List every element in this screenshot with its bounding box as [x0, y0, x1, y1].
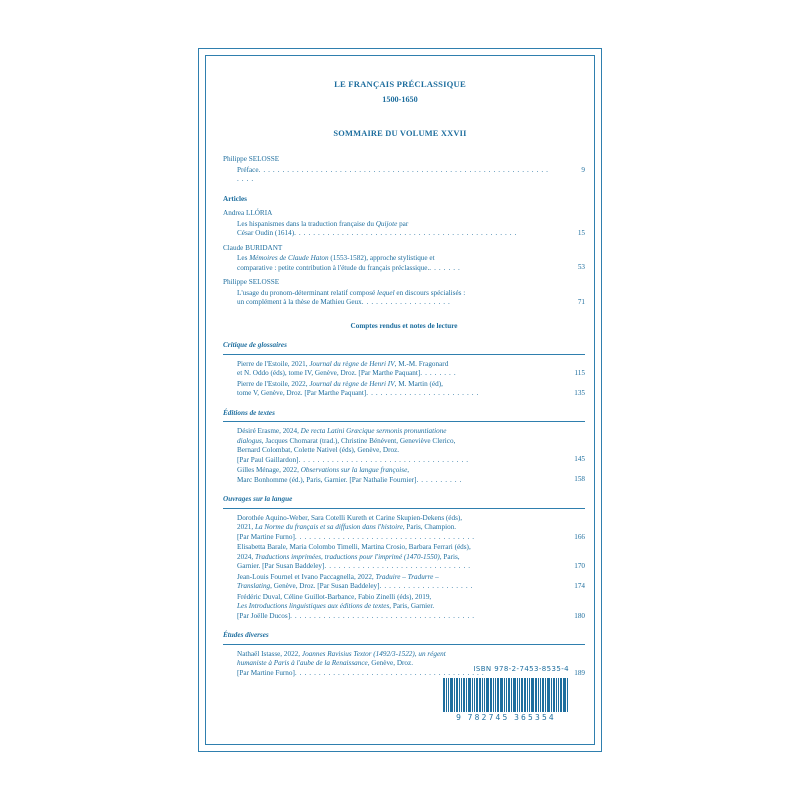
leader-dots: . . . . . . . . . . . . . . . . . . . .: [379, 582, 474, 591]
toc-item: [223, 380, 585, 399]
entry-line: humaniste à Paris à l'aube de la Renaissance, Genève, Droz.: [237, 659, 414, 668]
section-divider: [223, 644, 585, 645]
toc-item: [223, 543, 585, 572]
entry-page: 135: [574, 388, 585, 397]
entry-line: Dorothée Aquino-Weber, Sara Cotelli Kureth et Carine Skupien-Dekens (éds),: [237, 513, 463, 522]
entry-line: Nathaël Istasse, 2022, Joannes Ravisius Textor (1492/3-1522), un régent: [237, 649, 446, 658]
entry-page: 189: [574, 668, 585, 677]
entry-page: 174: [574, 581, 585, 590]
journal-title: LE FRANÇAIS PRÉCLASSIQUE: [334, 79, 466, 89]
entry-line: 2021, La Norme du français et sa diffusion dans l'histoire, Paris, Champion.: [237, 523, 457, 532]
leader-dots: . . . . . . .: [429, 263, 461, 272]
journal-dates: 1500-1650: [382, 95, 418, 105]
entry-line: Translating, Genève, Droz. [Par Susan Baddeley]: [237, 582, 380, 591]
entry-line: un complément à la thèse de Mathieu Geux: [237, 298, 362, 307]
entry-line: [Par Joëlle Ducos]: [237, 611, 291, 620]
entry-line: Les hispanismes dans la traduction française du Quijote par: [237, 219, 409, 228]
section-divider: [223, 421, 585, 422]
leader-dots: . . . . . . . .: [420, 369, 457, 378]
table-of-contents: [213, 155, 587, 678]
barcode-digits: 9 782745 365354: [456, 712, 556, 722]
leader-dots: . . . . . . . . . . . . . . . . . . .: [361, 298, 451, 307]
section-heading-ouvrages: Ouvrages sur la langue: [223, 495, 293, 504]
entry-line: Marc Bonhomme (éd.), Paris, Garnier. [Par Nathalie Fournier]: [237, 475, 417, 484]
section-heading-articles: Articles: [223, 194, 247, 203]
entry-page: 158: [574, 475, 585, 484]
entry-author: Philippe SELOSSE: [223, 278, 280, 287]
toc-item: [223, 593, 585, 622]
entry-page: 53: [577, 263, 585, 272]
entry-line: Pierre de l'Estoile, 2022, Journal du règne de Henri IV, M. Martin (éd),: [237, 379, 443, 388]
isbn-text: ISBN 978-2-7453-8535-4: [473, 665, 569, 674]
leader-dots: . . . . . . . . . . . . . . . . . . . . . . . . . . . . . . . . . . . .: [298, 455, 469, 464]
barcode: [443, 678, 569, 723]
entry-line: [Par Martine Furno]: [237, 668, 295, 677]
book-back-cover: [198, 48, 602, 752]
entry-page: 166: [574, 532, 585, 541]
toc-item: [223, 514, 585, 543]
entry-page: 9: [581, 165, 585, 174]
entry-page: 15: [577, 228, 585, 237]
entry-line: tome V, Genève, Droz. [Par Marthe Paquant]: [237, 389, 367, 398]
leader-dots: . . . . . . . . . . . . . . . . . . . . . . . . . . . . . . .: [324, 562, 471, 571]
entry-line: Gilles Ménage, 2022, Observations sur la langue françoise,: [237, 466, 410, 475]
toc-item: [223, 360, 585, 379]
entry-title: Préface: [237, 165, 259, 174]
entry-page: 115: [574, 368, 585, 377]
entry-page: 170: [574, 562, 585, 571]
entry-line: Elisabetta Barale, Maria Colombo Timelli, Martina Crosio, Barbara Ferrari (éds),: [237, 543, 471, 552]
toc-item: [223, 289, 585, 308]
cover-content: [213, 63, 587, 737]
entry-page: 145: [574, 455, 585, 464]
leader-dots: . . . . . . . . . . . . . . . . . . . . . . . . . . . . . . . . . . . . . . . . . . . . . . .: [294, 229, 518, 238]
entry-line: dialogus, Jacques Chomarat (trad.), Christine Bénévent, Geneviève Clerico,: [237, 436, 456, 445]
entry-line: Jean-Louis Fournel et Ivano Paccagnella, 2022, Traduire – Tradurre –: [237, 572, 439, 581]
entry-line: Garnier. [Par Susan Baddeley]: [237, 562, 325, 571]
entry-line: 2024, Traductions imprimées, traductions pour l'imprimé (1470-1550), Paris,: [237, 552, 460, 561]
toc-item: [223, 466, 585, 485]
section-divider: [223, 508, 585, 509]
leader-dots: . . . . . . . . . . . . . . . . . . . . . . . . . . . . . . . . . . . . . . . .: [294, 668, 485, 677]
entry-line: Les Introductions linguistiques aux éditions de textes, Paris, Garnier.: [237, 602, 435, 611]
entry-line: Les Mémoires de Claude Haton (1553-1582), approche stylistique et: [237, 254, 435, 263]
entry-line: [Par Paul Gaillardon]: [237, 455, 299, 464]
entry-line: César Oudin (1614): [237, 229, 295, 238]
toc-item: [223, 166, 585, 185]
reviews-heading: Comptes rendus et notes de lecture: [350, 321, 458, 330]
entry-author: Andrea LLÓRIA: [223, 209, 273, 218]
toc-item: [223, 220, 585, 239]
entry-line: Pierre de l'Estoile, 2021, Journal du règne de Henri IV, M.-M. Fragonard: [237, 359, 449, 368]
entry-line: Désiré Erasme, 2024, De recta Latini Græcique sermonis pronuntiatione: [237, 427, 447, 436]
toc-item: [223, 254, 585, 273]
toc-item: [223, 573, 585, 592]
toc-item: [223, 427, 585, 465]
leader-dots: . . . . . . . . . . . . . . . . . . . . . . . .: [366, 389, 479, 398]
entry-page: 71: [577, 297, 585, 306]
entry-author: Philippe SELOSSE: [223, 155, 280, 164]
section-heading-critique: Critique de glossaires: [223, 341, 287, 350]
isbn-block: [359, 665, 569, 723]
leader-dots: . . . . . . . . . .: [416, 475, 462, 484]
section-divider: [223, 354, 585, 355]
entry-line: comparative : petite contribution à l'étude du français préclassique.: [237, 263, 430, 272]
section-heading-etudes: Études diverses: [223, 631, 269, 640]
barcode-bars: [443, 678, 569, 712]
section-heading-editions: Éditions de textes: [223, 408, 275, 417]
entry-author: Claude BURIDANT: [223, 243, 283, 252]
leader-dots: . . . . . . . . . . . . . . . . . . . . . . . . . . . . . . . . . . . . . . .: [290, 611, 475, 620]
entry-line: Frédéric Duval, Céline Guillot-Barbance, Fabio Zinelli (éds), 2019,: [237, 592, 432, 601]
entry-line: [Par Martine Furno]: [237, 532, 295, 541]
leader-dots: . . . . . . . . . . . . . . . . . . . . . . . . . . . . . . . . . . . . . .: [294, 532, 475, 541]
entry-line: Bernard Colombat, Colette Nativel (éds), Genève, Droz.: [237, 446, 400, 455]
entry-page: 180: [574, 611, 585, 620]
title-block: [213, 79, 587, 106]
leader-dots: . . . . . . . . . . . . . . . . . . . . . . . . . . . . . . . . . . . . . . . . . . . . . . . . . . . . . . . . . . . . . . . . .: [237, 165, 549, 184]
summary-title: SOMMAIRE DU VOLUME XXVII: [333, 129, 467, 139]
entry-line: et N. Oddo (éds), tome IV, Genève, Droz. [Par Marthe Paquant]: [237, 369, 421, 378]
entry-line: L'usage du pronom-déterminant relatif composé lequel en discours spécialisés :: [237, 288, 466, 297]
